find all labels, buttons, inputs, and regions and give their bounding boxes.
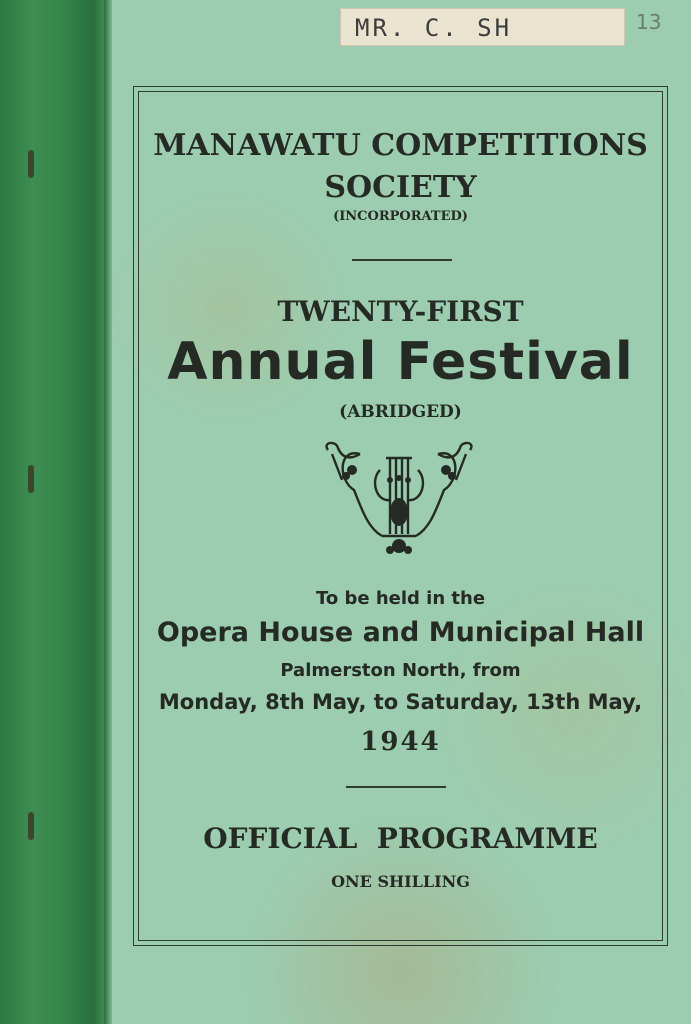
festival-dates: Monday, 8th May, to Saturday, 13th May, [158, 690, 643, 714]
binding-stitch [28, 465, 34, 493]
venue-place: Palmerston North, from [280, 660, 521, 681]
binding-stitch [28, 150, 34, 178]
owner-sticker: MR. C. SH [340, 8, 625, 46]
venue-intro: To be held in the [315, 588, 486, 609]
divider-bottom [346, 786, 446, 788]
festival-year: 1944 [360, 727, 441, 757]
incorporated-note: (INCORPORATED) [333, 209, 468, 224]
society-name-line1: MANAWATU COMPETITIONS [153, 128, 648, 163]
lyre-icon [318, 440, 480, 564]
spine-edge [104, 0, 112, 1024]
abridged-note: (ABRIDGED) [339, 402, 462, 422]
programme-price: ONE SHILLING [331, 872, 470, 891]
binding-stitch [28, 812, 34, 840]
society-name-line2: SOCIETY [324, 170, 477, 205]
venue-name: Opera House and Municipal Hall [156, 617, 645, 648]
festival-title: Annual Festival [167, 332, 634, 392]
sticker-number: 13 [636, 10, 662, 34]
book-spine [0, 0, 110, 1024]
programme-title: OFFICIAL PROGRAMME [203, 822, 598, 855]
divider-top [352, 259, 452, 261]
festival-ordinal: TWENTY-FIRST [277, 295, 524, 328]
